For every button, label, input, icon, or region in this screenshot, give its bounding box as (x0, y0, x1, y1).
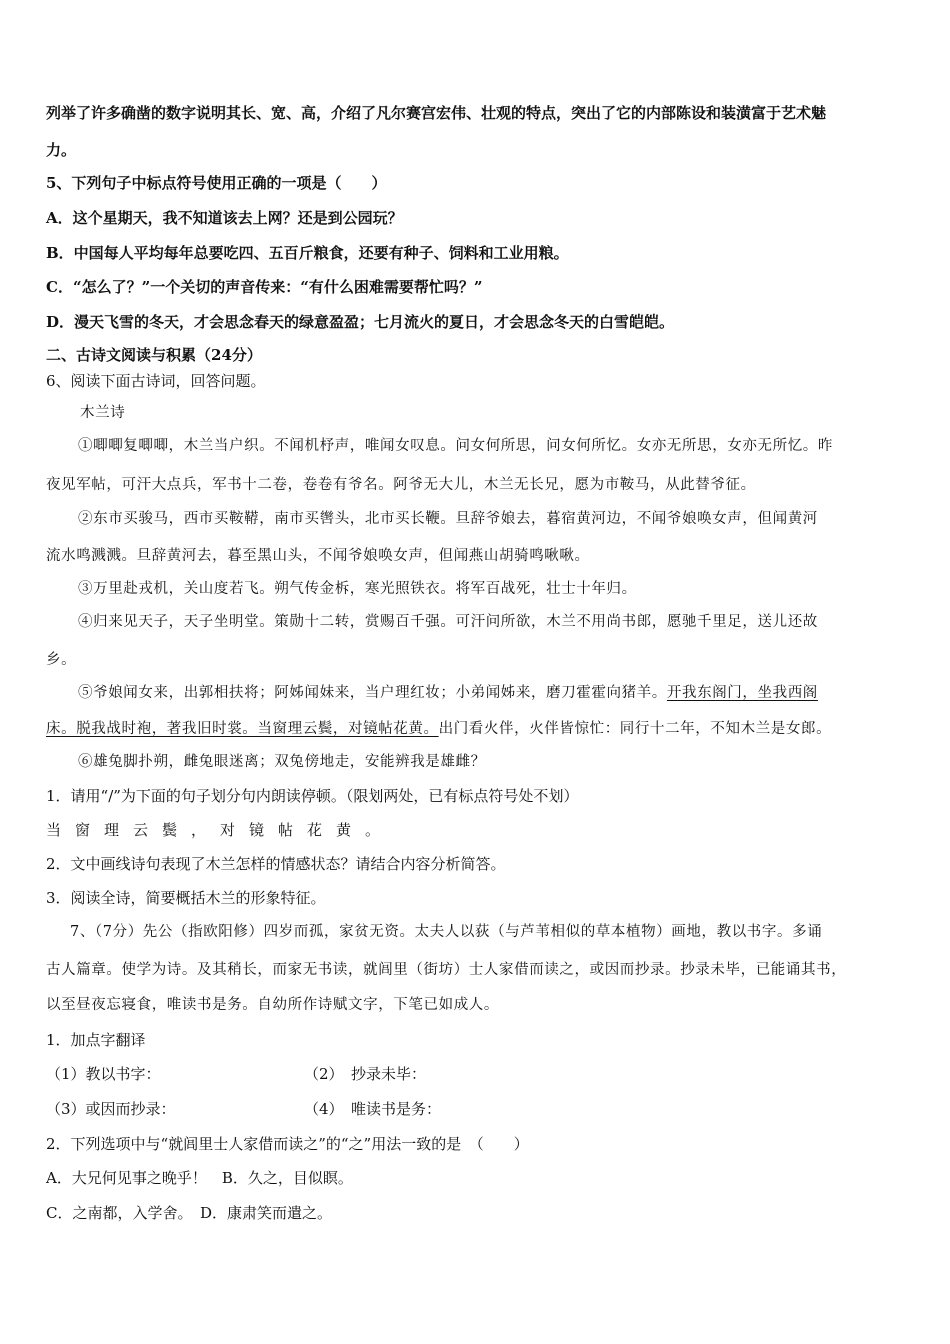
intro-line-2: 力。 (46, 141, 77, 159)
question-6-sub-2: 2．文中画线诗句表现了木兰怎样的情感状态？请结合内容分析简答。 (46, 855, 506, 873)
question-5-option-c: C．“怎么了？”一个关切的声音传来：“有什么困难需要帮忙吗？” (46, 278, 483, 296)
poem-stanza-4-line-2: 乡。 (46, 652, 77, 668)
question-7-item-3: （3）或因而抄录： (46, 1100, 176, 1118)
question-7-sub-1: 1．加点字翻译 (46, 1031, 146, 1049)
poem-title: 木兰诗 (80, 405, 126, 421)
underlined-verse-part-1: 开我东阁门，坐我西阁 (666, 685, 818, 701)
question-6-sub-3: 3．阅读全诗，简要概括木兰的形象特征。 (46, 889, 326, 907)
question-7-item-2: （2） 抄录未毕： (304, 1065, 427, 1083)
question-7-options-cd: C．之南都，入学舍。 D．康肃笑而遣之。 (46, 1204, 333, 1222)
question-7-para-line-2: 古人篇章。使学为诗。及其稍长，而家无书读，就闾里（街坊）士人家借而读之，或因而抄录。抄录未毕，已能诵其书， (46, 962, 847, 978)
question-7-item-1: （1）教以书字： (46, 1065, 161, 1083)
question-7-sub-2: 2．下列选项中与“就闾里士人家借而读之”的“之”用法一致的是 （ ） (46, 1135, 529, 1153)
poem-stanza-2-line-2: 流水鸣溅溅。旦辞黄河去，暮至黑山头，不闻爷娘唤女声，但闻燕山胡骑鸣啾啾。 (46, 548, 590, 564)
question-7-options-ab: A．大兄何见事之晚乎！ B．久之，目似瞑。 (46, 1169, 353, 1187)
poem-stanza-5-line-2 (46, 719, 831, 739)
section-2-heading: 二、古诗文阅读与积累（24分） (46, 346, 262, 364)
poem-stanza-5-text-b: 出门看火伴，火伴皆惊忙：同行十二年，不知木兰是女郎。 (438, 721, 832, 737)
question-6-sub-1: 1．请用“/”为下面的句子划分句内朗读停顿。（限划两处，已有标点符号处不划） (46, 787, 579, 805)
poem-stanza-2-line-1: ②东市买骏马，西市买鞍鞯，南市买辔头，北市买长鞭。旦辞爷娘去，暮宿黄河边，不闻爷娘唤女声，但闻黄河 (78, 511, 818, 527)
question-6-sub-1-sentence: 当窗理云鬓，对镜帖花黄。 (46, 821, 395, 839)
poem-stanza-5-line-1 (78, 683, 818, 703)
question-5-option-d: D．漫天飞雪的冬天，才会思念春天的绿意盈盈；七月流火的夏日，才会思念冬天的白雪皑皑。 (46, 313, 675, 331)
poem-stanza-6: ⑥雄兔脚扑朔，雌兔眼迷离；双兔傍地走，安能辨我是雄雌？ (78, 754, 486, 770)
poem-stanza-3: ③万里赴戎机，关山度若飞。朔气传金柝，寒光照铁衣。将军百战死，壮士十年归。 (78, 581, 637, 597)
question-7-para-line-3: 以至昼夜忘寝食，唯读书是务。自幼所作诗赋文字，下笔已如成人。 (46, 997, 499, 1013)
poem-stanza-1-line-1: ①唧唧复唧唧，木兰当户织。不闻机杼声，唯闻女叹息。问女何所思，问女何所忆。女亦无所思，女亦无所忆。昨 (78, 438, 833, 454)
poem-stanza-1-line-2: 夜见军帖，可汗大点兵，军书十二卷，卷卷有爷名。阿爷无大儿，木兰无长兄，愿为市鞍马，从此替爷征。 (46, 477, 756, 493)
question-7-para-line-1: 7、（7分）先公（指欧阳修）四岁而孤，家贫无资。太夫人以荻（与芦苇相似的草本植物）画地，教以书字。多诵 (70, 924, 823, 940)
poem-stanza-4-line-1: ④归来见天子，天子坐明堂。策勋十二转，赏赐百千强。可汗问所欲，木兰不用尚书郎，愿驰千里足，送儿还故 (78, 614, 818, 630)
underlined-verse-part-2: 床。脱我战时袍，著我旧时裳。当窗理云鬓，对镜帖花黄。 (46, 721, 439, 737)
question-7-item-4: （4） 唯读书是务： (304, 1100, 442, 1118)
question-5-stem: 5、下列句子中标点符号使用正确的一项是（ ） (46, 174, 387, 192)
question-5-option-a: A．这个星期天，我不知道该去上网？还是到公园玩？ (46, 209, 403, 227)
question-5-option-b: B．中国每人平均每年总要吃四、五百斤粮食，还要有种子、饲料和工业用粮。 (46, 244, 569, 262)
poem-stanza-5-text-a: ⑤爷娘闻女来，出郭相扶将；阿姊闻妹来，当户理红妆；小弟闻姊来，磨刀霍霍向猪羊。 (78, 685, 667, 701)
intro-line-1: 列举了许多确凿的数字说明其长、宽、高，介绍了凡尔赛宫宏伟、壮观的特点，突出了它的内部陈设和装潢富于艺术魅 (46, 104, 827, 122)
question-6-stem: 6、阅读下面古诗词，回答问题。 (46, 372, 266, 390)
